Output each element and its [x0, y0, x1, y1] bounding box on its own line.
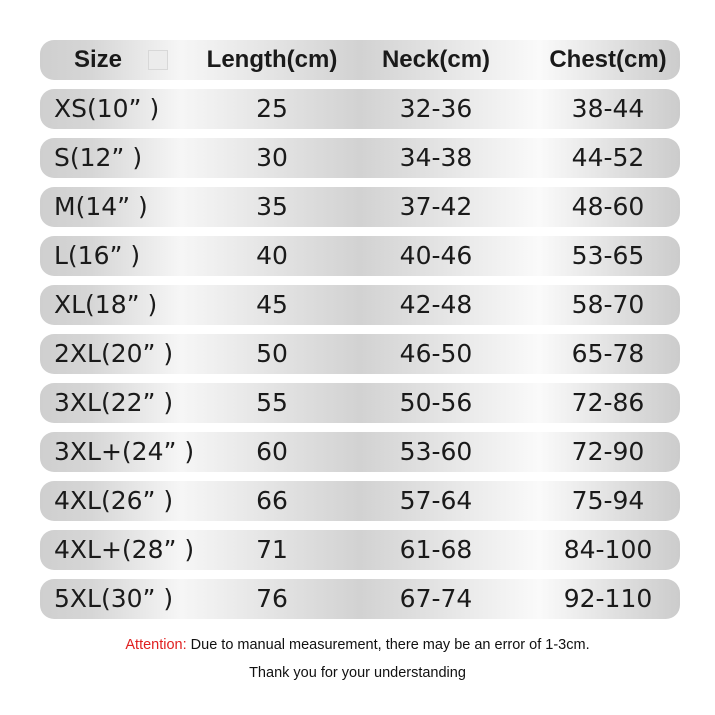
cell-length: 40: [256, 241, 288, 270]
cell-chest: 48-60: [571, 192, 645, 221]
table-row: [40, 89, 680, 129]
table-row: [40, 579, 680, 619]
cell-size: 3XL+(24” ): [54, 437, 195, 466]
cell-chest: 58-70: [571, 290, 645, 319]
table-row: [40, 530, 680, 570]
cell-length: 60: [256, 437, 288, 466]
cell-neck: 67-74: [399, 584, 473, 613]
cell-size: 4XL(26” ): [54, 486, 174, 515]
cell-length: 71: [256, 535, 288, 564]
cell-chest: 84-100: [563, 535, 653, 564]
cell-size: S(12” ): [54, 143, 143, 172]
cell-size: M(14” ): [54, 192, 148, 221]
cell-length: 66: [256, 486, 288, 515]
cell-neck: 61-68: [399, 535, 473, 564]
thanks-note: Thank you for your understanding: [249, 665, 466, 681]
cell-neck: 40-46: [399, 241, 473, 270]
cell-size: XS(10” ): [54, 94, 160, 123]
cell-size: 5XL(30” ): [54, 584, 174, 613]
table-row: [40, 383, 680, 423]
cell-chest: 75-94: [571, 486, 645, 515]
header-neck: Neck(cm): [381, 46, 491, 73]
cell-neck: 50-56: [399, 388, 473, 417]
cell-length: 30: [256, 143, 288, 172]
measurement-note: [0, 637, 715, 653]
header-length: Length(cm): [206, 46, 338, 73]
table-header-row: [40, 40, 680, 80]
cell-size: XL(18” ): [54, 290, 158, 319]
cell-neck: 42-48: [399, 290, 473, 319]
cell-chest: 38-44: [571, 94, 645, 123]
header-size: Size: [74, 46, 123, 73]
table-row: [40, 236, 680, 276]
cell-neck: 57-64: [399, 486, 473, 515]
cell-size: 2XL(20” ): [54, 339, 174, 368]
checkbox-square-icon: [148, 50, 168, 70]
cell-neck: 37-42: [399, 192, 473, 221]
measurement-note-text: Due to manual measurement, there may be an error of 1-3cm.: [186, 637, 590, 653]
cell-length: 45: [256, 290, 288, 319]
table-row: [40, 285, 680, 325]
table-row: [40, 187, 680, 227]
table-row: [40, 432, 680, 472]
cell-length: 35: [256, 192, 288, 221]
cell-neck: 53-60: [399, 437, 473, 466]
table-row: [40, 481, 680, 521]
cell-size: 3XL(22” ): [54, 388, 174, 417]
cell-size: 4XL+(28” ): [54, 535, 195, 564]
cell-chest: 72-90: [571, 437, 645, 466]
size-chart-table: [40, 40, 680, 628]
cell-neck: 46-50: [399, 339, 473, 368]
cell-length: 76: [256, 584, 288, 613]
cell-chest: 92-110: [563, 584, 653, 613]
table-row: [40, 334, 680, 374]
cell-chest: 65-78: [571, 339, 645, 368]
attention-label: Attention:: [125, 637, 187, 653]
cell-size: L(16” ): [54, 241, 141, 270]
cell-length: 50: [256, 339, 288, 368]
table-row: [40, 138, 680, 178]
cell-length: 55: [256, 388, 288, 417]
header-chest: Chest(cm): [549, 46, 667, 73]
cell-length: 25: [256, 94, 288, 123]
cell-neck: 32-36: [399, 94, 473, 123]
cell-neck: 34-38: [399, 143, 473, 172]
cell-chest: 53-65: [571, 241, 645, 270]
cell-chest: 44-52: [571, 143, 645, 172]
cell-chest: 72-86: [571, 388, 645, 417]
